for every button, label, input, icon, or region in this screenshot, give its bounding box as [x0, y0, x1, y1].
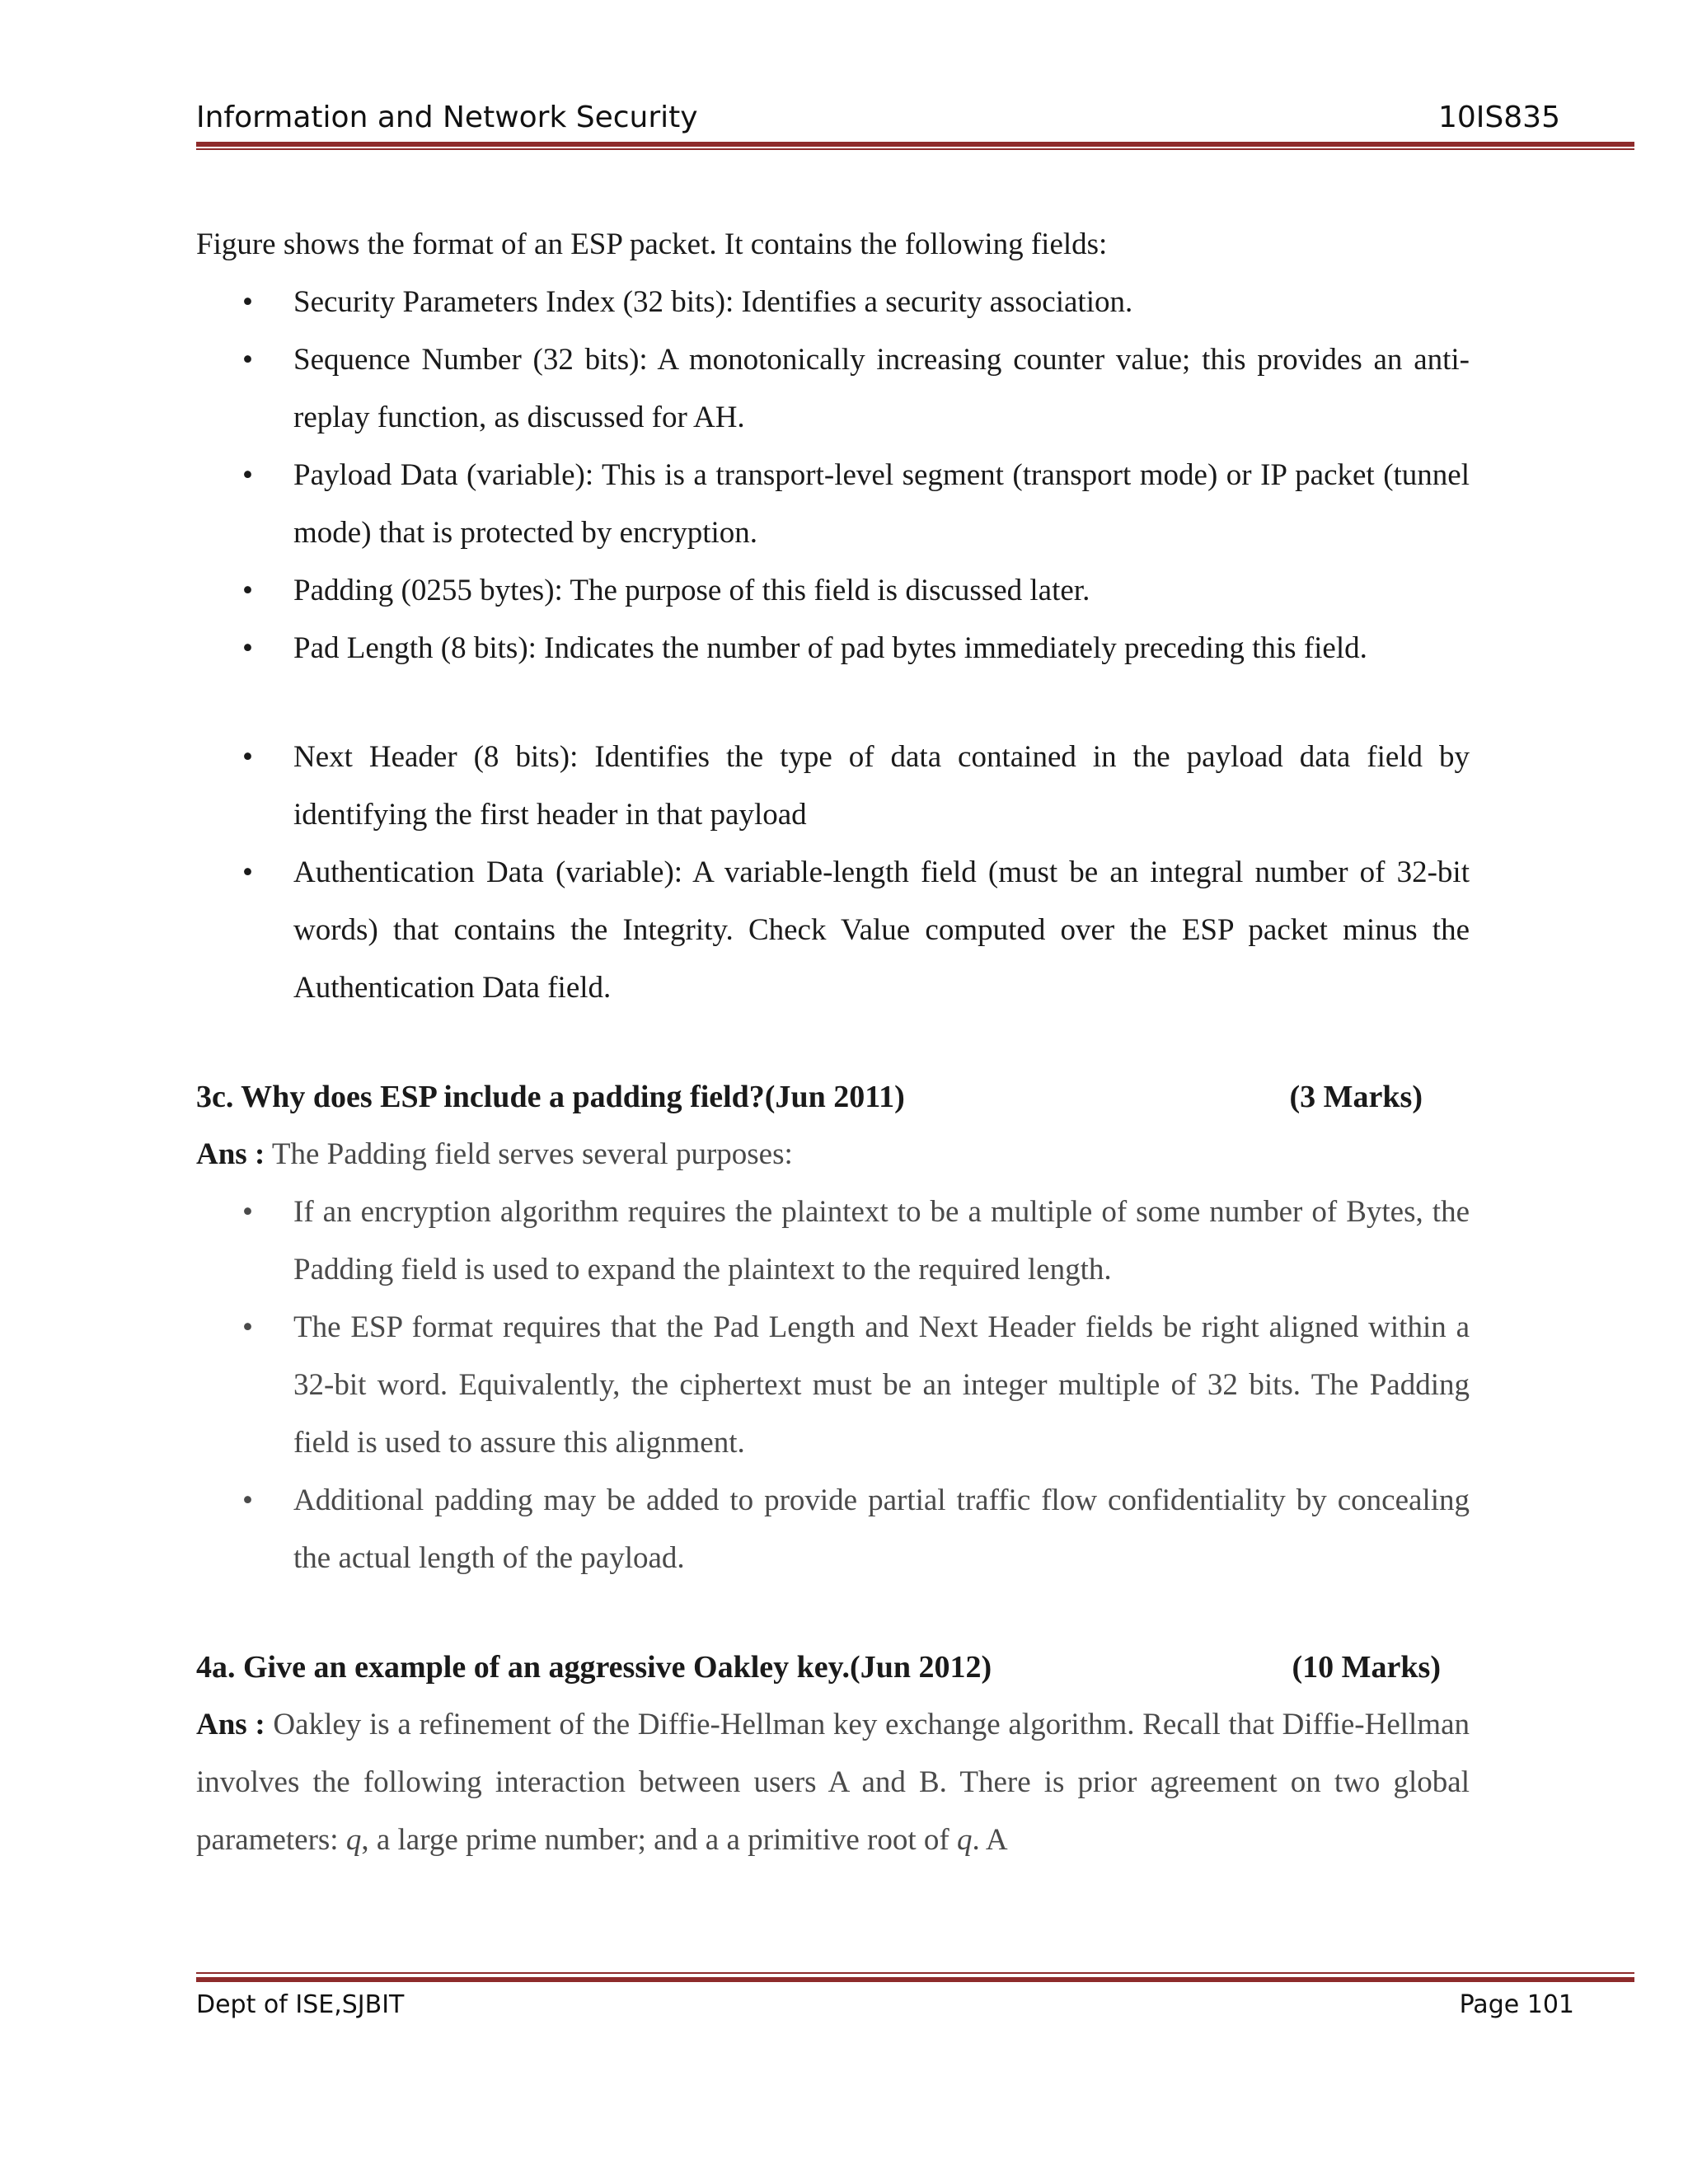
- bullet-icon: •: [242, 1483, 253, 1517]
- question-marks: (10 Marks): [1292, 1650, 1441, 1685]
- page-body: [196, 216, 1470, 1869]
- bullet-icon: •: [242, 1195, 253, 1229]
- answer-label: Ans :: [196, 1137, 265, 1171]
- footer-rule-thick: [196, 1977, 1634, 1982]
- question-4a-heading: [196, 1638, 1441, 1696]
- page-header: [196, 97, 1560, 143]
- esp-field-list-continued: [196, 729, 1470, 1017]
- list-item: • Additional padding may be added to provide partial traffic flow confidentiality by concealing the actual length of the payload.: [196, 1472, 1470, 1587]
- answer-3c-intro: Ans : The Padding field serves several purposes:: [196, 1137, 793, 1171]
- answer-4a-paragraph: Ans : Oakley is a refinement of the Diffie-Hellman key exchange algorithm. Recall that Diffie-Hellman involves the following interaction between users A and B. There is prior agreement on two global parameters: q, a large prime number; and a a primitive root of q. A: [196, 1708, 1470, 1857]
- list-item: • Next Header (8 bits): Identifies the type of data contained in the payload data field by identifying the first header in that payload: [196, 729, 1470, 844]
- header-title: Information and Network Security: [196, 101, 698, 134]
- spacer: [196, 677, 1470, 729]
- bullet-icon: •: [242, 631, 253, 665]
- footer-department: Dept of ISE,SJBIT: [196, 1990, 405, 2019]
- header-course-code: 10IS835: [1438, 101, 1560, 134]
- spacer: [196, 1017, 1470, 1068]
- intro-paragraph: Figure shows the format of an ESP packet. It contains the following fields:: [196, 227, 1108, 261]
- answer-label: Ans :: [196, 1708, 265, 1741]
- footer-page-number: Page 101: [1459, 1990, 1574, 2019]
- bullet-icon: •: [242, 343, 253, 377]
- list-item: • Security Parameters Index (32 bits): Identifies a security association.: [196, 274, 1470, 331]
- bullet-icon: •: [242, 1310, 253, 1344]
- bullet-icon: •: [242, 855, 253, 889]
- header-rule-thick: [196, 142, 1634, 147]
- spacer: [196, 1587, 1470, 1638]
- question-3c-heading: [196, 1068, 1423, 1126]
- esp-field-list: [196, 274, 1470, 677]
- list-item: • Authentication Data (variable): A variable-length field (must be an integral number of 32-bit words) that contains the Integrity. Check Value computed over the ESP packet minus the Authentication Data field.: [196, 844, 1470, 1017]
- list-item: • If an encryption algorithm requires the plaintext to be a multiple of some number of Bytes, the Padding field is used to expand the plaintext to the required length.: [196, 1183, 1470, 1299]
- list-item: • Pad Length (8 bits): Indicates the number of pad bytes immediately preceding this field.: [196, 620, 1470, 677]
- bullet-icon: •: [242, 740, 253, 774]
- bullet-icon: •: [242, 458, 253, 492]
- list-item: • The ESP format requires that the Pad Length and Next Header fields be right aligned within a 32-bit word. Equivalently, the ciphertext must be an integer multiple of 32 bits. The Padding field is used to assure this alignment.: [196, 1299, 1470, 1472]
- question-text: 3c. Why does ESP include a padding field?(Jun 2011): [196, 1080, 905, 1114]
- list-item: • Payload Data (variable): This is a transport-level segment (transport mode) or IP packet (tunnel mode) that is protected by encryption.: [196, 447, 1470, 562]
- footer-rule-thin: [196, 1972, 1634, 1974]
- bullet-icon: •: [242, 285, 253, 319]
- header-rule-thin: [196, 148, 1634, 150]
- question-marks: (3 Marks): [1289, 1080, 1423, 1114]
- bullet-icon: •: [242, 574, 253, 607]
- list-item: • Sequence Number (32 bits): A monotonically increasing counter value; this provides an anti-replay function, as discussed for AH.: [196, 331, 1470, 447]
- list-item: • Padding (0255 bytes): The purpose of this field is discussed later.: [196, 562, 1470, 620]
- question-text: 4a. Give an example of an aggressive Oakley key.(Jun 2012): [196, 1650, 992, 1685]
- padding-purpose-list: [196, 1183, 1470, 1587]
